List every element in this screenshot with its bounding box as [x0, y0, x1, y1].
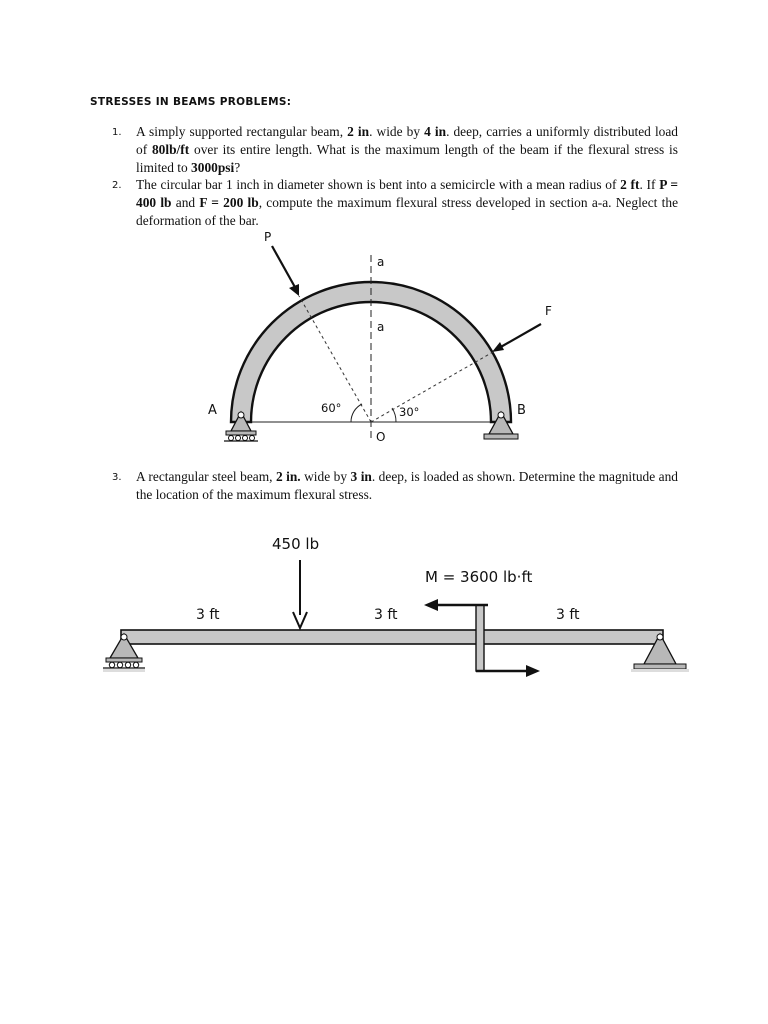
section-heading: STRESSES IN BEAMS PROBLEMS: — [90, 96, 292, 108]
label-p: P — [264, 230, 272, 244]
label-section-bottom: a — [377, 320, 385, 334]
label-center-o: O — [376, 430, 386, 444]
arrowhead — [526, 665, 540, 677]
beam — [121, 630, 663, 644]
problem-text: The circular bar 1 inch in diameter shown is bent into a semicircle with a mean radius of 2 ft. If P = 400 lb and F = 200 lb, compute the maximum flexural stress developed in section a-a. Neglect the deformation of the bar. — [136, 177, 679, 228]
arrowhead — [424, 599, 438, 611]
label-f: F — [545, 304, 552, 318]
label-support-b: B — [517, 403, 526, 418]
label-angle-60: 60° — [321, 401, 342, 415]
couple-bracket — [476, 605, 484, 671]
label-span-2: 3 ft — [374, 607, 398, 623]
problem-number: 1. — [112, 127, 122, 138]
label-angle-30: 30° — [399, 405, 420, 419]
label-point-load: 450 lb — [272, 535, 320, 553]
label-moment: M = 3600 lb·ft — [425, 568, 533, 586]
label-support-a: A — [208, 403, 217, 418]
problem-text: A simply supported rectangular beam, 2 in. wide by 4 in. deep, carries a uniformly distributed load of 80lb/ft over its entire length. What is the maximum length of the beam if the flexural stress is limited to 3000psi? — [136, 124, 679, 175]
label-span-1: 3 ft — [196, 607, 220, 623]
problem-number: 2. — [112, 180, 122, 191]
problem-text: A rectangular steel beam, 2 in. wide by 3 in. deep, is loaded as shown. Determine the magnitude and the location of the maximum flexural stress. — [136, 469, 678, 502]
label-span-3: 3 ft — [556, 607, 580, 623]
label-section-top: a — [377, 255, 385, 269]
problem-number: 3. — [112, 472, 122, 483]
